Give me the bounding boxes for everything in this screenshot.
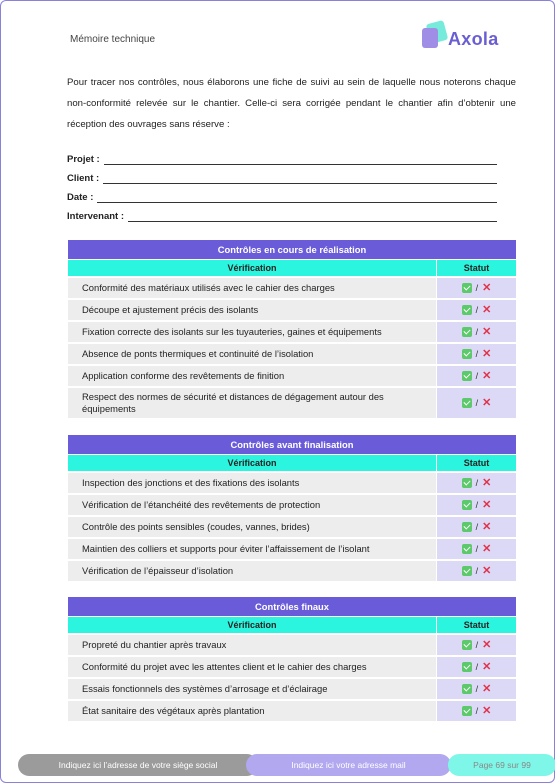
status-separator: / xyxy=(475,662,479,672)
verification-text: Vérification de l’étanchéité des revêtements de protection xyxy=(68,495,436,515)
footer xyxy=(18,754,531,776)
table-row xyxy=(68,386,516,418)
status-separator: / xyxy=(475,398,479,408)
status-separator: / xyxy=(475,500,479,510)
verification-text: Respect des normes de sécurité et distances de dégagement autour des équipements xyxy=(68,388,436,418)
field-client[interactable] xyxy=(67,165,497,184)
cross-icon[interactable]: ✕ xyxy=(482,282,492,294)
column-header-status: Statut xyxy=(463,458,490,468)
status-cell xyxy=(436,300,516,320)
document-title: Mémoire technique xyxy=(70,34,156,45)
cross-icon[interactable]: ✕ xyxy=(482,705,492,717)
cross-icon[interactable]: ✕ xyxy=(482,348,492,360)
check-icon[interactable] xyxy=(462,478,472,488)
company-logo xyxy=(418,20,518,54)
table-row xyxy=(68,677,516,699)
status-cell xyxy=(436,322,516,342)
status-separator: / xyxy=(475,522,479,532)
status-cell xyxy=(436,344,516,364)
verification-text: Maintien des colliers et supports pour éviter l’affaissement de l’isolant xyxy=(68,539,436,559)
logo-text: Axola xyxy=(448,29,499,49)
verification-text: Vérification de l’épaisseur d’isolation xyxy=(68,561,436,581)
field-label: Client : xyxy=(67,173,100,184)
column-header-status: Statut xyxy=(463,620,490,630)
check-icon[interactable] xyxy=(462,305,472,315)
table-title: Contrôles en cours de réalisation xyxy=(68,240,516,259)
cross-icon[interactable]: ✕ xyxy=(482,661,492,673)
check-icon[interactable] xyxy=(462,544,472,554)
table-row xyxy=(68,276,516,298)
cross-icon[interactable]: ✕ xyxy=(482,543,492,555)
table-title: Contrôles finaux xyxy=(68,597,516,616)
info-fields xyxy=(67,146,497,222)
footer-email: Indiquez ici votre adresse mail xyxy=(246,754,451,776)
status-separator: / xyxy=(475,283,479,293)
table-row xyxy=(68,471,516,493)
check-icon[interactable] xyxy=(462,500,472,510)
table-header-row xyxy=(68,616,516,633)
status-separator: / xyxy=(475,305,479,315)
table-header-row xyxy=(68,454,516,471)
verification-text: Inspection des jonctions et des fixations des isolants xyxy=(68,473,436,493)
table-row xyxy=(68,493,516,515)
field-line xyxy=(104,153,497,165)
field-line xyxy=(103,172,497,184)
field-line xyxy=(128,210,497,222)
check-icon[interactable] xyxy=(462,349,472,359)
status-cell xyxy=(436,635,516,655)
check-icon[interactable] xyxy=(462,327,472,337)
table-row xyxy=(68,655,516,677)
status-cell xyxy=(436,701,516,721)
cross-icon[interactable]: ✕ xyxy=(482,397,492,409)
verification-text: Propreté du chantier après travaux xyxy=(68,635,436,655)
table-row xyxy=(68,537,516,559)
status-cell xyxy=(436,679,516,699)
column-header-status: Statut xyxy=(463,263,490,273)
check-icon[interactable] xyxy=(462,662,472,672)
status-separator: / xyxy=(475,327,479,337)
table-row xyxy=(68,699,516,721)
column-header-verification: Vérification xyxy=(68,455,437,471)
field-line xyxy=(97,191,497,203)
status-cell xyxy=(436,517,516,537)
column-header-verification: Vérification xyxy=(68,260,437,276)
table-controles-avant-finalisation xyxy=(68,435,516,581)
table-header-row xyxy=(68,259,516,276)
field-intervenant[interactable] xyxy=(67,203,497,222)
status-cell xyxy=(436,473,516,493)
table-row xyxy=(68,364,516,386)
status-separator: / xyxy=(475,566,479,576)
cross-icon[interactable]: ✕ xyxy=(482,370,492,382)
table-controles-en-cours xyxy=(68,240,516,418)
verification-text: Fixation correcte des isolants sur les tuyauteries, gaines et équipements xyxy=(68,322,436,342)
verification-text: Conformité des matériaux utilisés avec le cahier des charges xyxy=(68,278,436,298)
table-row xyxy=(68,298,516,320)
table-controles-finaux xyxy=(68,597,516,721)
cross-icon[interactable]: ✕ xyxy=(482,565,492,577)
table-row xyxy=(68,633,516,655)
footer-page-number: Page 69 sur 99 xyxy=(448,754,555,776)
status-separator: / xyxy=(475,684,479,694)
status-cell xyxy=(436,495,516,515)
status-cell xyxy=(436,278,516,298)
table-row xyxy=(68,320,516,342)
column-header-verification: Vérification xyxy=(68,617,437,633)
footer-address: Indiquez ici l’adresse de votre siège social xyxy=(18,754,258,776)
check-icon[interactable] xyxy=(462,684,472,694)
field-label: Intervenant : xyxy=(67,211,125,222)
cross-icon[interactable]: ✕ xyxy=(482,477,492,489)
verification-text: Essais fonctionnels des systèmes d’arrosage et d’éclairage xyxy=(68,679,436,699)
verification-text: Application conforme des revêtements de finition xyxy=(68,366,436,386)
table-row xyxy=(68,342,516,364)
table-title: Contrôles avant finalisation xyxy=(68,435,516,454)
cross-icon[interactable]: ✕ xyxy=(482,304,492,316)
cross-icon[interactable]: ✕ xyxy=(482,639,492,651)
status-cell xyxy=(436,366,516,386)
status-separator: / xyxy=(475,478,479,488)
check-icon[interactable] xyxy=(462,371,472,381)
check-icon[interactable] xyxy=(462,706,472,716)
cross-icon[interactable]: ✕ xyxy=(482,326,492,338)
status-separator: / xyxy=(475,706,479,716)
status-cell xyxy=(436,539,516,559)
check-icon[interactable] xyxy=(462,398,472,408)
status-separator: / xyxy=(475,371,479,381)
check-icon[interactable] xyxy=(462,283,472,293)
cross-icon[interactable]: ✕ xyxy=(482,499,492,511)
status-cell xyxy=(436,561,516,581)
table-row xyxy=(68,515,516,537)
status-cell xyxy=(436,388,516,418)
field-date[interactable] xyxy=(67,184,497,203)
verification-text: État sanitaire des végétaux après plantation xyxy=(68,701,436,721)
verification-text: Découpe et ajustement précis des isolants xyxy=(68,300,436,320)
check-icon[interactable] xyxy=(462,640,472,650)
logo-mark-icon xyxy=(420,22,444,46)
status-separator: / xyxy=(475,544,479,554)
cross-icon[interactable]: ✕ xyxy=(482,683,492,695)
verification-text: Contrôle des points sensibles (coudes, vannes, brides) xyxy=(68,517,436,537)
intro-paragraph: Pour tracer nos contrôles, nous élaborons une fiche de suivi au sein de laquelle nous noterons chaque non-conformité relevée sur le chantier. Celle-ci sera corrigée pendant le chantier afin d’obtenir une réception des ouvrages sans réserve : xyxy=(67,77,516,130)
check-icon[interactable] xyxy=(462,522,472,532)
cross-icon[interactable]: ✕ xyxy=(482,521,492,533)
status-separator: / xyxy=(475,640,479,650)
field-projet[interactable] xyxy=(67,146,497,165)
table-row xyxy=(68,559,516,581)
verification-text: Absence de ponts thermiques et continuité de l’isolation xyxy=(68,344,436,364)
field-label: Projet : xyxy=(67,154,100,165)
status-cell xyxy=(436,657,516,677)
status-separator: / xyxy=(475,349,479,359)
verification-text: Conformité du projet avec les attentes client et le cahier des charges xyxy=(68,657,436,677)
field-label: Date : xyxy=(67,192,94,203)
check-icon[interactable] xyxy=(462,566,472,576)
